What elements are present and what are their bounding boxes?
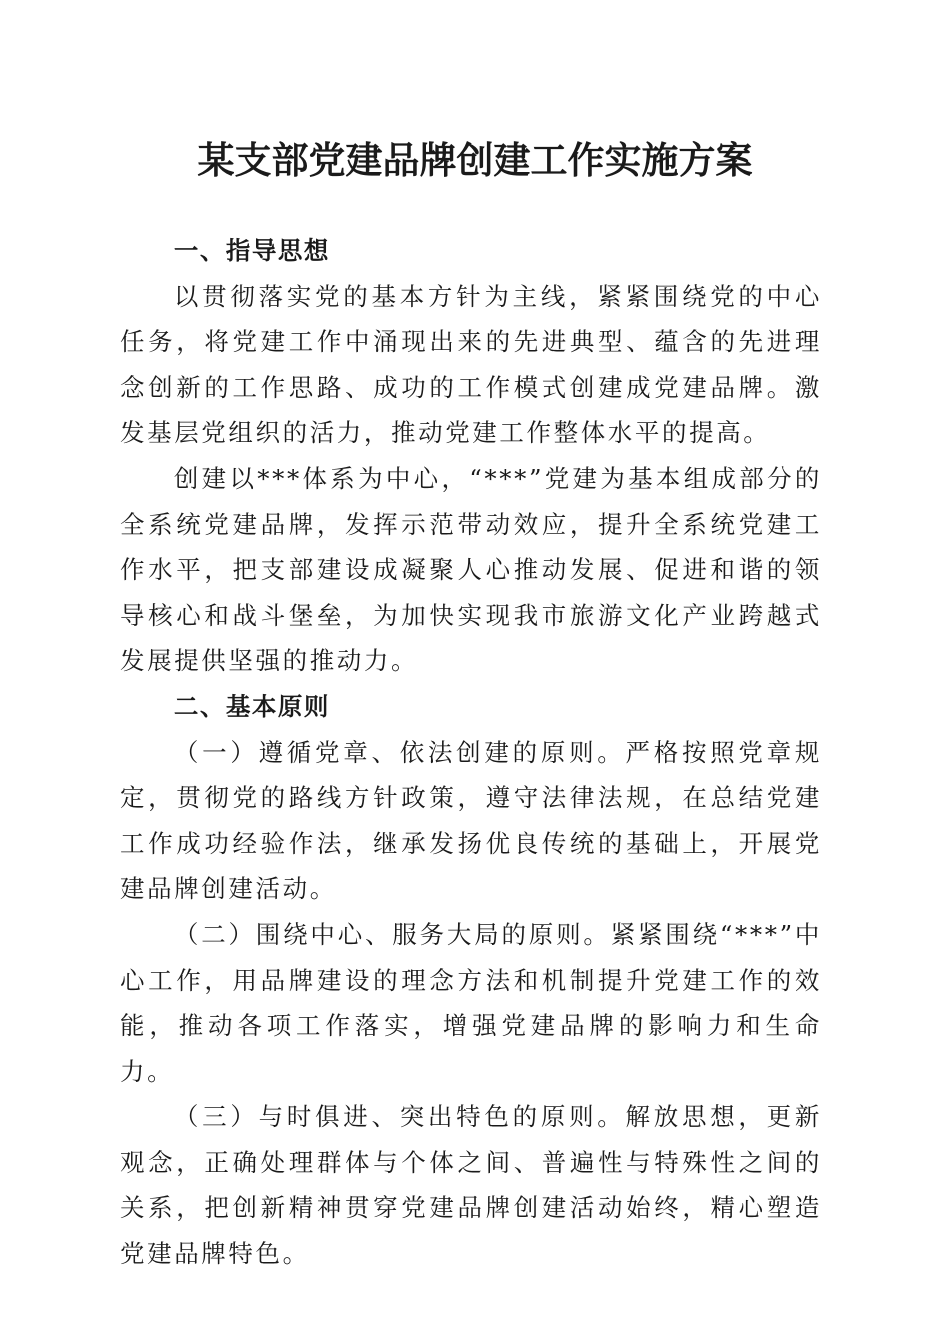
section-heading-basic-principles: 二、基本原则	[173, 691, 330, 721]
document-title: 某支部党建品牌创建工作实施方案	[197, 138, 753, 182]
paragraph: （二）围绕中心、服务大局的原则。紧紧围绕“***”中心工作，用品牌建设的理念方法和机制提升党建工作的效能，推动各项工作落实，增强党建品牌的影响力和生命力。	[120, 919, 822, 1086]
document-body	[120, 228, 822, 1277]
paragraph: 以贯彻落实党的基本方针为主线，紧紧围绕党的中心任务，将党建工作中涌现出来的先进典型、蕴含的先进理念创新的工作思路、成功的工作模式创建成党建品牌。激发基层党组织的活力，推动党建工作整体水平的提高。	[120, 281, 822, 448]
section-heading-guiding-ideology: 一、指导思想	[173, 236, 330, 265]
paragraph: 创建以***体系为中心，“***”党建为基本组成部分的全系统党建品牌，发挥示范带动效应，提升全系统党建工作水平，把支部建设成凝聚人心推动发展、促进和谐的领导核心和战斗堡垒，为加快实现我市旅游文化产业跨越式发展提供坚强的推动力。	[120, 463, 822, 676]
paragraph: （三）与时俱进、突出特色的原则。解放思想，更新观念，正确处理群体与个体之间、普遍性与特殊性之间的关系，把创新精神贯穿党建品牌创建活动始终，精心塑造党建品牌特色。	[120, 1102, 822, 1269]
paragraph: （一）遵循党章、依法创建的原则。严格按照党章规定，贯彻党的路线方针政策，遵守法律法规，在总结党建工作成功经验作法，继承发扬优良传统的基础上，开展党建品牌创建活动。	[120, 737, 822, 904]
